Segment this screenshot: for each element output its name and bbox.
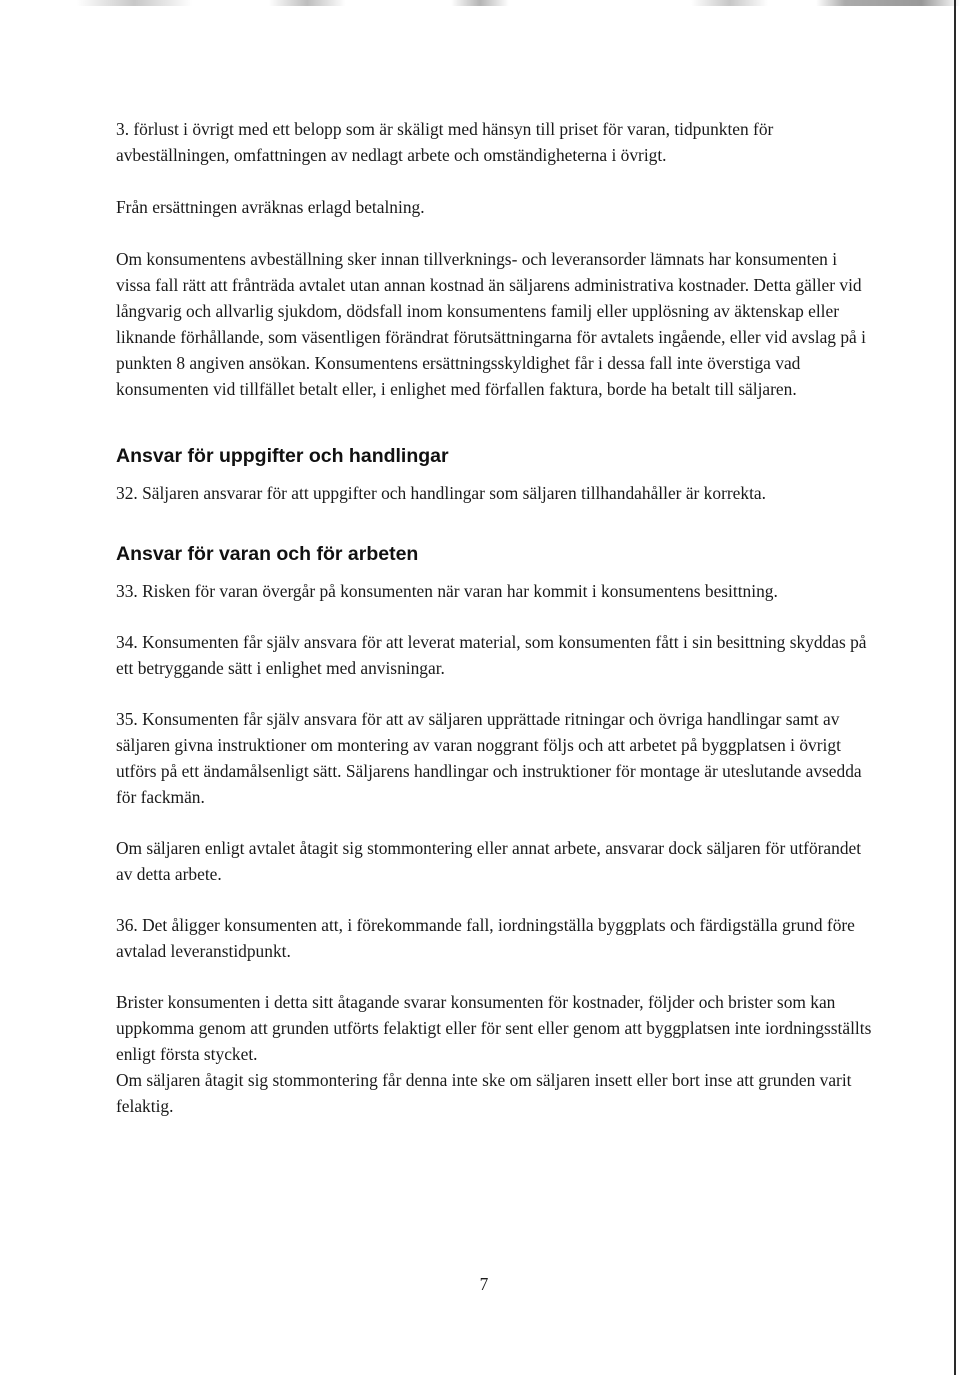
paragraph-36: 36. Det åligger konsumenten att, i förekommande fall, iordningställa byggplats och färdigställa grund före avtalad leveranstidpunkt. (116, 915, 855, 961)
heading-ansvar-varan: Ansvar för varan och för arbeten (116, 543, 419, 565)
paragraph-35b: Om säljaren enligt avtalet åtagit sig stommontering eller annat arbete, ansvarar dock säljaren för utförandet av detta arbete. (116, 838, 862, 884)
paragraph-34: 34. Konsumenten får själv ansvara för att leverat material, som konsumenten fått i sin besittning skyddas på ett betryggande sätt i enlighet med anvisningar. (116, 632, 867, 678)
paragraph-cancellation: Om konsumentens avbeställning sker innan tillverknings- och leveransorder lämnats har konsumenten i vissa fall rätt att frånträda avtalet utan annan kostnad än säljarens administrativa kostnader. Detta gäller vid långvarig och allvarlig sjukdom, dödsfall inom konsumentens familj eller upplösning av äktenskap eller liknande förhållande, som väsentligen förändrat förutsättningarna för avtalets ingående, eller vid avslag på i punkten 8 angiven ansökan. Konsumentens ersättningsskyldighet får i dessa fall inte överstiga vad konsumenten vid tillfället betalt eller, i enlighet med förfallen faktura, borde ha betalt till säljaren. (116, 249, 866, 399)
scan-right-edge (954, 0, 956, 1375)
paragraph-deduction: Från ersättningen avräknas erlagd betalning. (116, 197, 425, 217)
paragraph-35: 35. Konsumenten får själv ansvara för att av säljaren upprättade ritningar och övriga handlingar samt av säljaren givna instruktioner om montering av varan noggrant följs och att arbetet på byggplatsen i övrigt utförs på ett ändamålsenligt sätt. Säljarens handlingar och instruktioner för montage är uteslutande avsedda för fackmän. (116, 709, 862, 807)
heading-ansvar-uppgifter: Ansvar för uppgifter och handlingar (116, 445, 449, 467)
paragraph-36b: Brister konsumenten i detta sitt åtagande svarar konsumenten för kostnader, följder och brister som kan uppkomma genom att grunden utförts felaktigt eller för sent eller genom att byggplatsen inte iordningsställts enligt första stycket. (116, 992, 872, 1064)
scan-top-edge (0, 0, 960, 6)
document-body (116, 116, 876, 1119)
paragraph-item-3: 3. förlust i övrigt med ett belopp som är skäligt med hänsyn till priset för varan, tidpunkten för avbeställningen, omfattningen av nedlagt arbete och omständigheterna i övrigt. (116, 119, 774, 165)
paragraph-36c: Om säljaren åtagit sig stommontering får denna inte ske om säljaren insett eller bort inse att grunden varit felaktig. (116, 1070, 852, 1116)
paragraph-32: 32. Säljaren ansvarar för att uppgifter och handlingar som säljaren tillhandahåller är korrekta. (116, 483, 766, 503)
paragraph-33: 33. Risken för varan övergår på konsumenten när varan har kommit i konsumentens besittning. (116, 581, 778, 601)
page-number: 7 (479, 1274, 489, 1294)
